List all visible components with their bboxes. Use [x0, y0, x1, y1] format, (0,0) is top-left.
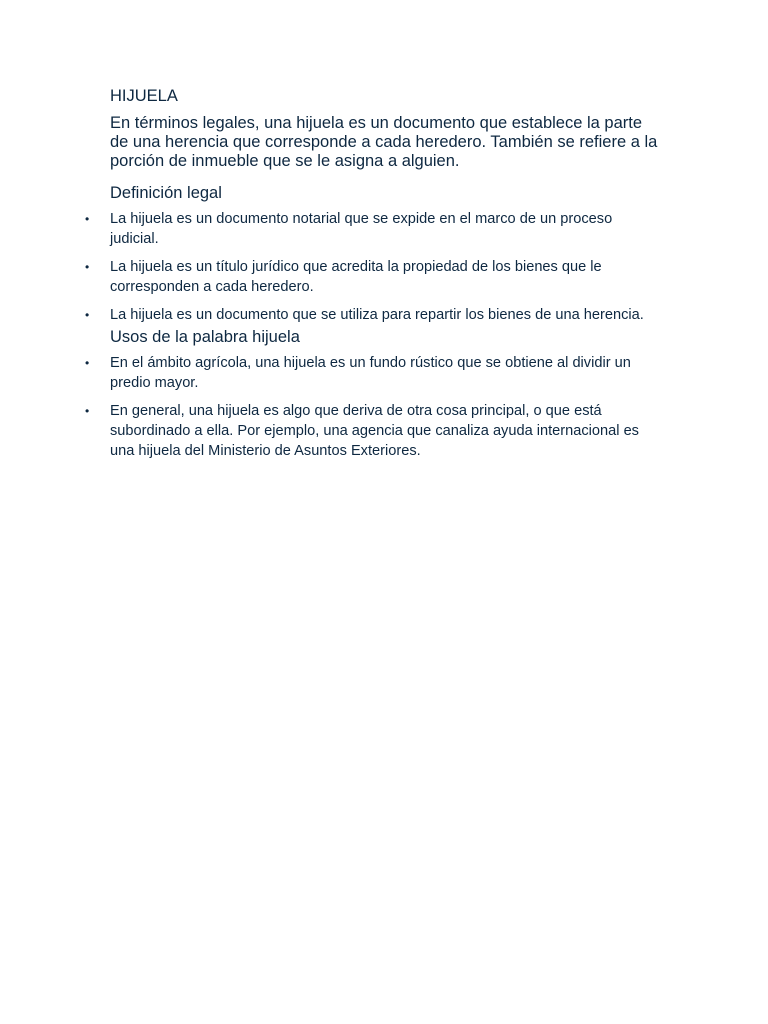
bullet-icon: •: [85, 404, 90, 418]
list-item-text: En el ámbito agrícola, una hijuela es un fundo rústico que se obtiene al dividir un predio mayor.: [110, 355, 631, 391]
section-heading-usos: Usos de la palabra hijuela: [110, 328, 300, 346]
intro-paragraph: En términos legales, una hijuela es un documento que establece la parte de una herencia que corresponde a cada heredero. También se refiere a la porción de inmueble que se le asigna a alguien.: [110, 114, 658, 170]
list-item: [85, 257, 658, 297]
list-item-text: La hijuela es un título jurídico que acredita la propiedad de los bienes que le corresponden a cada heredero.: [110, 259, 602, 295]
usos-list: [85, 353, 658, 461]
list-item-text: La hijuela es un documento notarial que se expide en el marco de un proceso judicial.: [110, 211, 613, 247]
list-item-text: En general, una hijuela es algo que deriva de otra cosa principal, o que está subordinado a ella. Por ejemplo, una agencia que canaliza ayuda internacional es una hijuela del Ministerio de Asuntos Exteriores.: [110, 403, 639, 459]
bullet-icon: •: [85, 260, 90, 274]
list-item: [85, 401, 658, 461]
definicion-legal-list: [85, 209, 658, 325]
list-item: [85, 209, 658, 249]
bullet-icon: •: [85, 356, 90, 370]
section-heading-definicion-legal: Definición legal: [110, 184, 222, 202]
bullet-icon: •: [85, 308, 90, 322]
document-title: HIJUELA: [110, 87, 178, 105]
bullet-icon: •: [85, 212, 90, 226]
list-item-text: La hijuela es un documento que se utiliza para repartir los bienes de una herencia.: [110, 307, 644, 323]
document-body: [85, 86, 658, 469]
list-item: [85, 305, 658, 325]
list-item: [85, 353, 658, 393]
